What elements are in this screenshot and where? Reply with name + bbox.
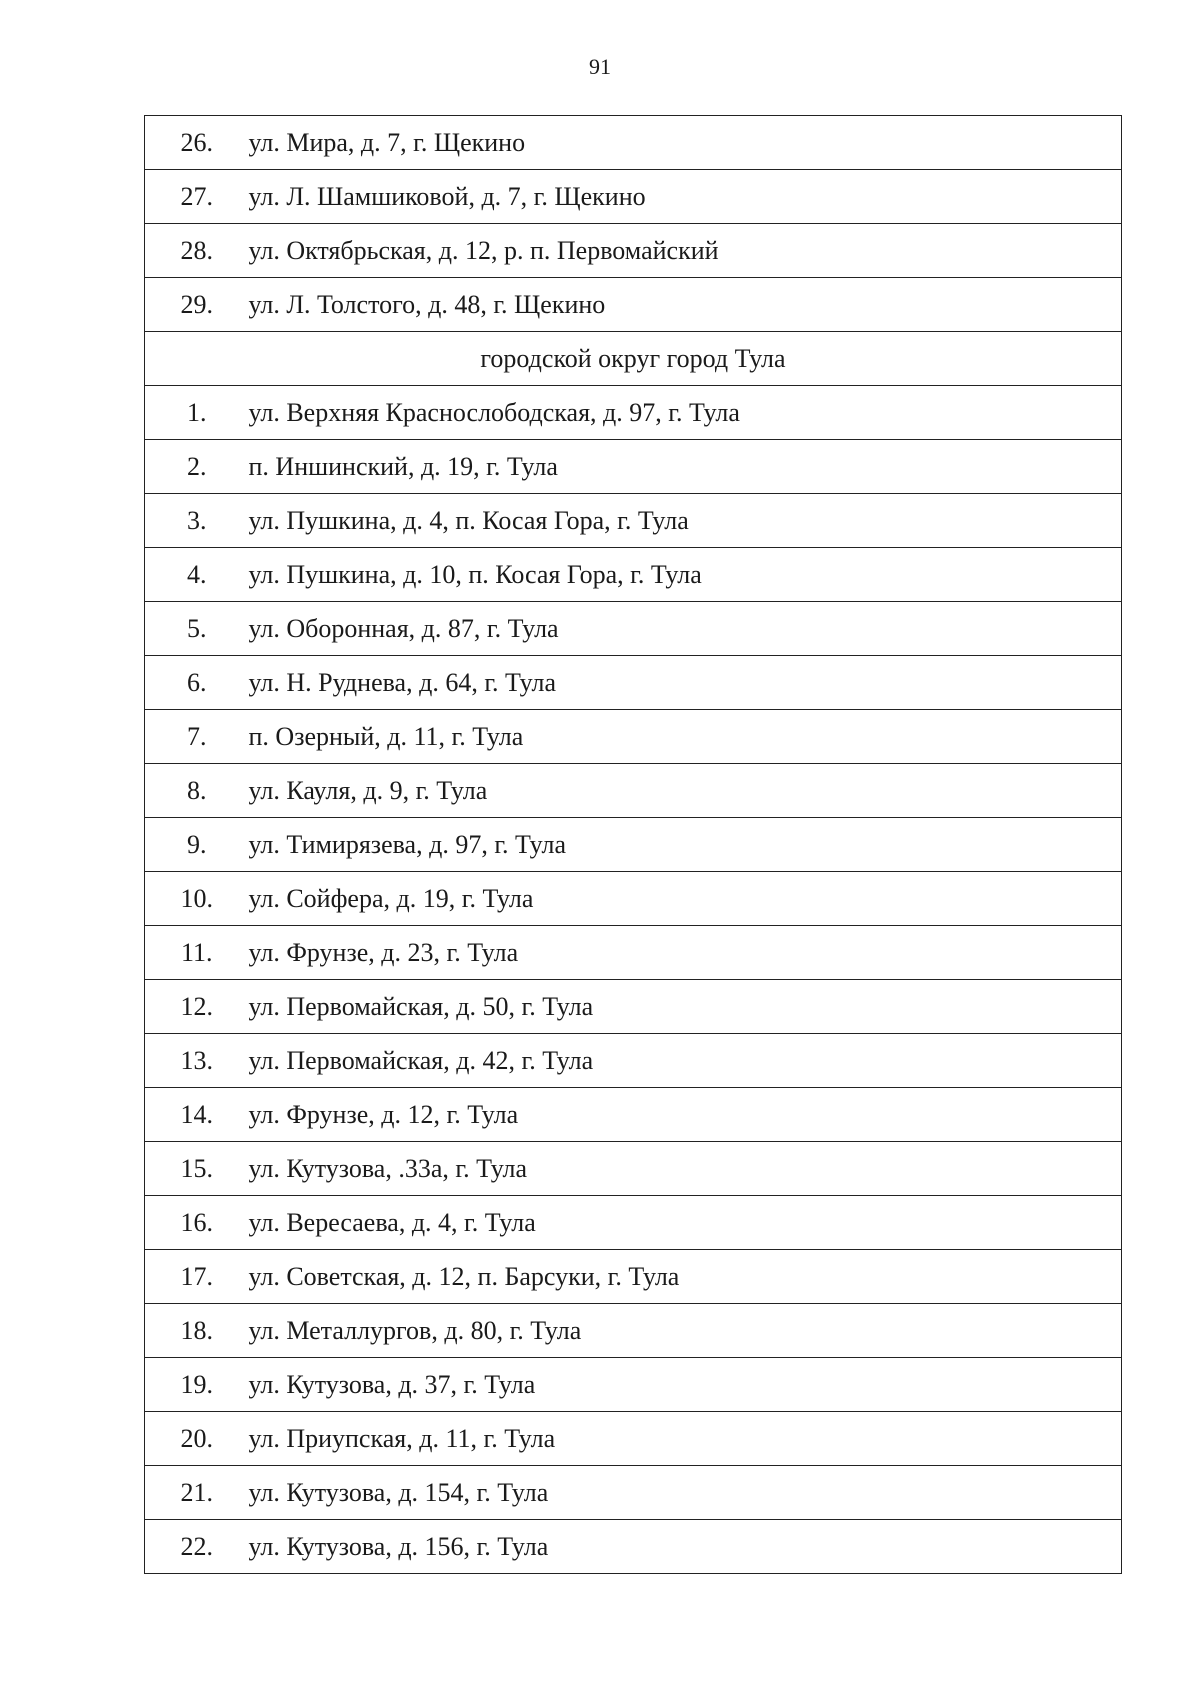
row-address: ул. Первомайская, д. 42, г. Тула [249, 1034, 1122, 1088]
row-number: 14. [145, 1088, 249, 1142]
table-row [145, 1250, 1122, 1304]
row-address: ул. Приупская, д. 11, г. Тула [249, 1412, 1122, 1466]
row-number: 21. [145, 1466, 249, 1520]
table-row [145, 548, 1122, 602]
table-row [145, 1412, 1122, 1466]
table-row [145, 494, 1122, 548]
row-address: ул. Первомайская, д. 50, г. Тула [249, 980, 1122, 1034]
row-address: ул. Оборонная, д. 87, г. Тула [249, 602, 1122, 656]
row-address: ул. Н. Руднева, д. 64, г. Тула [249, 656, 1122, 710]
table-row [145, 116, 1122, 170]
row-number: 16. [145, 1196, 249, 1250]
row-number: 3. [145, 494, 249, 548]
table-row [145, 1466, 1122, 1520]
row-number: 6. [145, 656, 249, 710]
row-address: ул. Фрунзе, д. 23, г. Тула [249, 926, 1122, 980]
row-address: ул. Мира, д. 7, г. Щекино [249, 116, 1122, 170]
address-table [144, 115, 1122, 1574]
row-number: 9. [145, 818, 249, 872]
row-number: 29. [145, 278, 249, 332]
row-address: ул. Л. Шамшиковой, д. 7, г. Щекино [249, 170, 1122, 224]
section-header-row [145, 332, 1122, 386]
row-address: ул. Л. Толстого, д. 48, г. Щекино [249, 278, 1122, 332]
table-row [145, 1142, 1122, 1196]
row-address: п. Иншинский, д. 19, г. Тула [249, 440, 1122, 494]
table-row [145, 1196, 1122, 1250]
row-address: ул. Кутузова, д. 37, г. Тула [249, 1358, 1122, 1412]
table-row [145, 764, 1122, 818]
table-row [145, 386, 1122, 440]
row-address: ул. Пушкина, д. 4, п. Косая Гора, г. Тула [249, 494, 1122, 548]
row-address: ул. Верхняя Краснослободская, д. 97, г. Тула [249, 386, 1122, 440]
row-number: 22. [145, 1520, 249, 1574]
table-row [145, 1358, 1122, 1412]
row-address: ул. Вересаева, д. 4, г. Тула [249, 1196, 1122, 1250]
row-address: п. Озерный, д. 11, г. Тула [249, 710, 1122, 764]
row-number: 8. [145, 764, 249, 818]
row-address: ул. Кауля, д. 9, г. Тула [249, 764, 1122, 818]
table-row [145, 602, 1122, 656]
row-number: 15. [145, 1142, 249, 1196]
row-number: 12. [145, 980, 249, 1034]
row-number: 13. [145, 1034, 249, 1088]
table-row [145, 1304, 1122, 1358]
row-address: ул. Кутузова, д. 154, г. Тула [249, 1466, 1122, 1520]
page-number: 91 [589, 54, 611, 79]
row-address: ул. Тимирязева, д. 97, г. Тула [249, 818, 1122, 872]
row-number: 7. [145, 710, 249, 764]
table-row [145, 1520, 1122, 1574]
table-row [145, 980, 1122, 1034]
table-row [145, 710, 1122, 764]
row-address: ул. Фрунзе, д. 12, г. Тула [249, 1088, 1122, 1142]
table-row [145, 656, 1122, 710]
row-address: ул. Кутузова, .33а, г. Тула [249, 1142, 1122, 1196]
row-number: 17. [145, 1250, 249, 1304]
row-number: 28. [145, 224, 249, 278]
table-row [145, 1088, 1122, 1142]
row-address: ул. Пушкина, д. 10, п. Косая Гора, г. Тула [249, 548, 1122, 602]
row-number: 10. [145, 872, 249, 926]
table-row [145, 170, 1122, 224]
table-row [145, 440, 1122, 494]
row-address: ул. Кутузова, д. 156, г. Тула [249, 1520, 1122, 1574]
row-address: ул. Металлургов, д. 80, г. Тула [249, 1304, 1122, 1358]
row-number: 20. [145, 1412, 249, 1466]
table-row [145, 1034, 1122, 1088]
section-header: городской округ город Тула [145, 332, 1122, 386]
row-address: ул. Октябрьская, д. 12, р. п. Первомайский [249, 224, 1122, 278]
table-row [145, 224, 1122, 278]
table-row [145, 818, 1122, 872]
row-number: 27. [145, 170, 249, 224]
row-number: 18. [145, 1304, 249, 1358]
row-number: 19. [145, 1358, 249, 1412]
table-row [145, 926, 1122, 980]
row-address: ул. Советская, д. 12, п. Барсуки, г. Тула [249, 1250, 1122, 1304]
row-number: 2. [145, 440, 249, 494]
row-number: 4. [145, 548, 249, 602]
row-number: 11. [145, 926, 249, 980]
row-number: 26. [145, 116, 249, 170]
table-row [145, 872, 1122, 926]
table-row [145, 278, 1122, 332]
row-number: 1. [145, 386, 249, 440]
row-address: ул. Сойфера, д. 19, г. Тула [249, 872, 1122, 926]
row-number: 5. [145, 602, 249, 656]
